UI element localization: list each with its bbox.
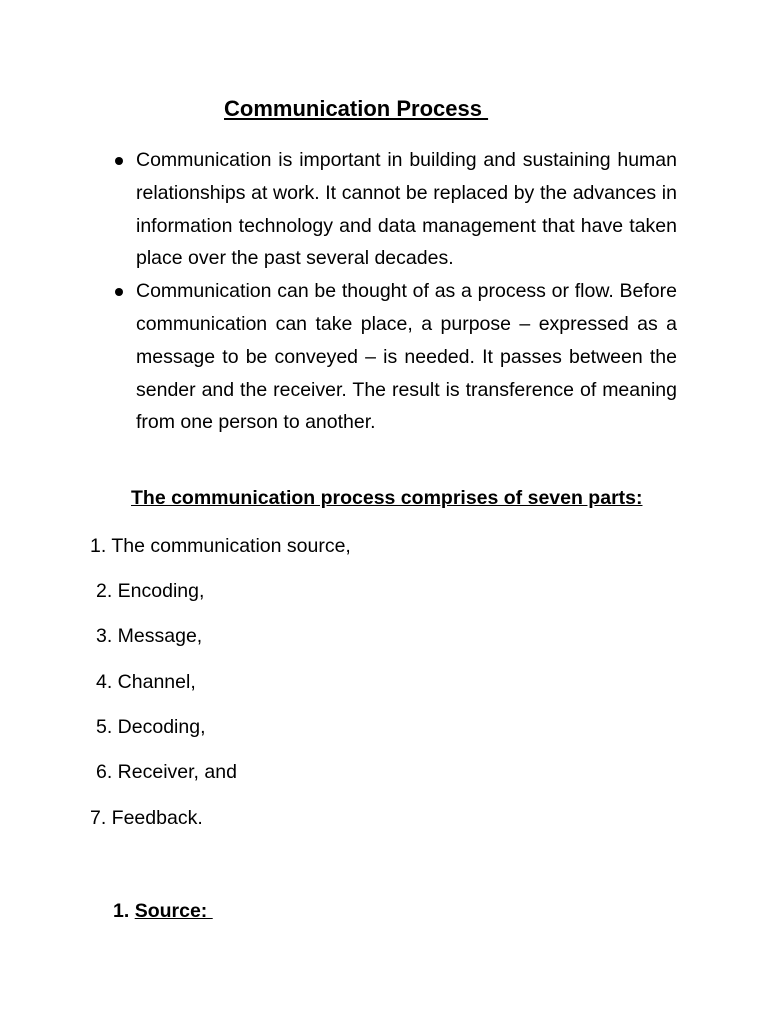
list-item: 4. Channel,	[96, 671, 196, 693]
bullet-list	[112, 144, 677, 439]
section-number: 1.	[113, 900, 130, 922]
list-item: 2. Encoding,	[96, 580, 205, 602]
bullet-text: Communication can be thought of as a process or flow. Before communication can take place, a purpose – expressed as a message to be conveyed – is needed. It passes between the sender and the receiver. The result is transference of meaning from one person to another.	[136, 280, 677, 434]
bullet-item	[112, 144, 677, 275]
bullet-item	[112, 275, 677, 439]
page-title: Communication Process	[224, 96, 489, 121]
list-item: 1. The communication source,	[90, 535, 351, 557]
bullet-icon	[115, 288, 123, 296]
list-item: 7. Feedback.	[90, 807, 203, 829]
bullet-text: Communication is important in building and sustaining human relationships at work. It cannot be replaced by the advances in information technology and data management that have taken place over the past several decades.	[136, 149, 677, 270]
section-label: Source:	[134, 900, 213, 922]
section-subheading: The communication process comprises of seven parts:	[131, 487, 643, 509]
list-item: 6. Receiver, and	[96, 761, 237, 783]
list-item: 3. Message,	[96, 625, 203, 647]
section-heading	[113, 900, 213, 923]
bullet-icon	[115, 157, 123, 165]
list-item: 5. Decoding,	[96, 716, 206, 738]
